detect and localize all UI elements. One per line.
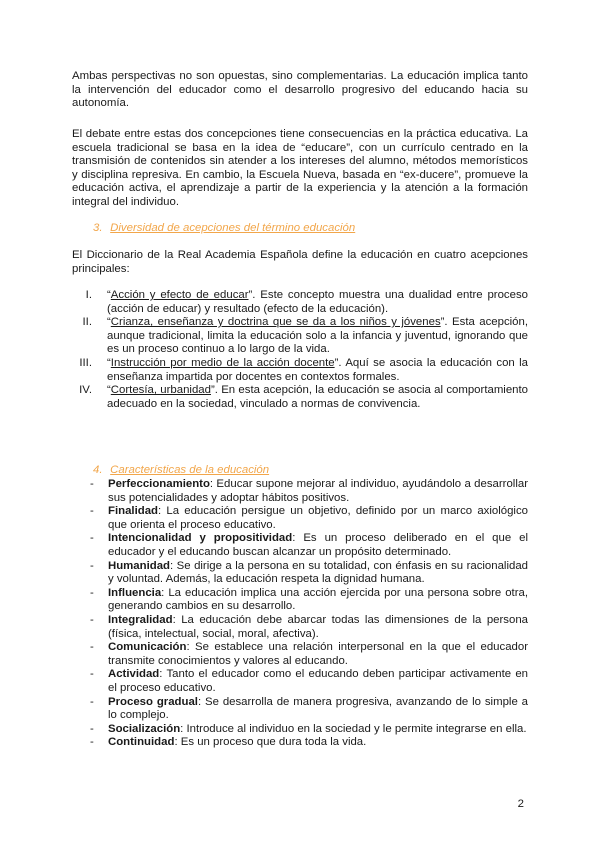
list-item (72, 316, 528, 357)
characteristic-text: : Es un proceso deliberado en el que el educador y el educando buscan alcanzar un propósito determinado. (108, 532, 528, 558)
paragraph-debate: El debate entre estas dos concepciones tiene consecuencias en la práctica educativa. La escuela tradicional se basa en la idea de “educare”, con un currículo centrado en la transmisión de contenidos sin atender a los intereses del alumno, métodos memorísticos y disciplina represiva. En cambio, la Escuela Nueva, basada en “ex-ducere”, promueve la educación activa, el aprendizaje a partir de la experiencia y la atención a la formación integral del individuo. (72, 128, 528, 208)
list-bullet: - (90, 559, 94, 572)
characteristic-term: Influencia (108, 586, 162, 599)
characteristic-text: : La educación persigue un objetivo, definido por un marco axiológico que orienta el proceso educativo. (108, 505, 528, 531)
characteristic-term: Proceso gradual (108, 695, 198, 708)
quote-open: “ (107, 356, 111, 369)
characteristics-list (72, 478, 528, 750)
list-item (72, 696, 528, 723)
page-number: 2 (517, 798, 524, 810)
list-item-number: I. (85, 289, 92, 301)
list-item (72, 532, 528, 559)
rae-definitions-list (72, 289, 528, 411)
section-4-number: 4. (93, 464, 103, 476)
list-bullet: - (90, 722, 94, 735)
list-item-number: III. (79, 356, 92, 369)
characteristic-text: : Se establece una relación interpersonal en la que el educador transmite conocimientos y valores al educando. (108, 641, 528, 667)
section-4-heading (93, 464, 269, 478)
list-item (72, 505, 528, 532)
characteristic-term: Intencionalidad y propositividad (108, 532, 293, 545)
list-item (72, 289, 528, 316)
section-3-intro: El Diccionario de la Real Academia Española define la educación en cuatro acepciones principales: (72, 249, 528, 275)
list-item-number: IV. (79, 384, 92, 397)
section-3-heading (93, 222, 355, 236)
section-4-title: Características de la educación (110, 464, 270, 476)
list-bullet: - (90, 586, 94, 599)
list-item (72, 560, 528, 587)
list-item (72, 641, 528, 668)
characteristic-text: : La educación implica una acción ejercida por una persona sobre otra, generando cambios en su desarrollo. (108, 586, 528, 613)
characteristic-term: Finalidad (108, 505, 158, 518)
characteristic-text: : Tanto el educador como el educando deben participar activamente en el proceso educativo. (108, 668, 528, 694)
list-item (72, 723, 528, 737)
characteristic-term: Humanidad (108, 559, 171, 572)
list-bullet: - (90, 505, 94, 518)
section-3-number: 3. (93, 222, 103, 234)
quote-open: “ (107, 289, 111, 301)
characteristic-text: : Se desarrolla de manera progresiva, avanzando de lo simple a lo complejo. (108, 695, 528, 722)
characteristic-term: Integralidad (108, 613, 173, 626)
list-bullet: - (90, 695, 94, 708)
definition-text: ”. En esta acepción, la educación se asocia al comportamiento adecuado en la sociedad, vinculado a normas de convivencia. (107, 384, 529, 410)
characteristic-text: : Es un proceso que dura toda la vida. (174, 736, 367, 749)
characteristic-text: : La educación debe abarcar todas las dimensiones de la persona (física, intelectual, social, moral, afectiva). (108, 613, 528, 640)
list-item (72, 587, 528, 614)
list-item (72, 614, 528, 641)
section-3-title: Diversidad de acepciones del término educación (110, 222, 356, 234)
characteristic-term: Socialización (108, 722, 181, 735)
definition-term: Instrucción por medio de la acción docente (110, 356, 335, 369)
quote-open: “ (107, 384, 111, 397)
definition-term: Cortesía, urbanidad (110, 384, 211, 397)
list-item (72, 736, 528, 750)
characteristic-term: Actividad (108, 668, 160, 681)
list-bullet: - (90, 478, 94, 490)
definition-text: ”. Esta acepción, aunque tradicional, limita la educación solo a la infancia y juventud, ignorando que es un proceso continuo a lo largo de la vida. (107, 316, 529, 356)
list-bullet: - (90, 641, 94, 654)
characteristic-term: Comunicación (108, 641, 187, 654)
quote-open: “ (107, 316, 111, 329)
definition-term: Acción y efecto de educar (110, 289, 249, 301)
list-bullet: - (90, 613, 94, 626)
characteristic-term: Continuidad (108, 736, 175, 749)
paragraph-complementary: Ambas perspectivas no son opuestas, sino complementarias. La educación implica tanto la intervención del educador como el desarrollo progresivo del educando hacia su autonomía. (72, 70, 528, 110)
characteristic-text: : Educar supone mejorar al individuo, ayudándolo a desarrollar sus potencialidades y adoptar hábitos positivos. (108, 478, 528, 504)
characteristic-term: Perfeccionamiento (108, 478, 210, 490)
list-bullet: - (90, 668, 94, 681)
list-item (72, 357, 528, 384)
definition-text: ”. Este concepto muestra una dualidad entre proceso (acción de educar) y resultado (efecto de la educación). (107, 289, 528, 315)
list-bullet: - (90, 736, 94, 749)
list-item (72, 478, 528, 505)
characteristic-text: : Se dirige a la persona en su totalidad, con énfasis en su racionalidad y voluntad. Además, la educación respeta la dignidad humana. (108, 559, 528, 586)
list-bullet: - (90, 532, 94, 545)
list-item (72, 384, 528, 411)
list-item-number: II. (82, 316, 92, 329)
definition-text: ”. Aquí se asocia la educación con la enseñanza impartida por docentes en contextos formales. (107, 356, 528, 383)
characteristic-text: : Introduce al individuo en la sociedad y le permite integrarse en ella. (180, 722, 527, 735)
list-item (72, 668, 528, 695)
definition-term: Crianza, enseñanza y doctrina que se da a los niños y jóvenes (110, 316, 441, 329)
